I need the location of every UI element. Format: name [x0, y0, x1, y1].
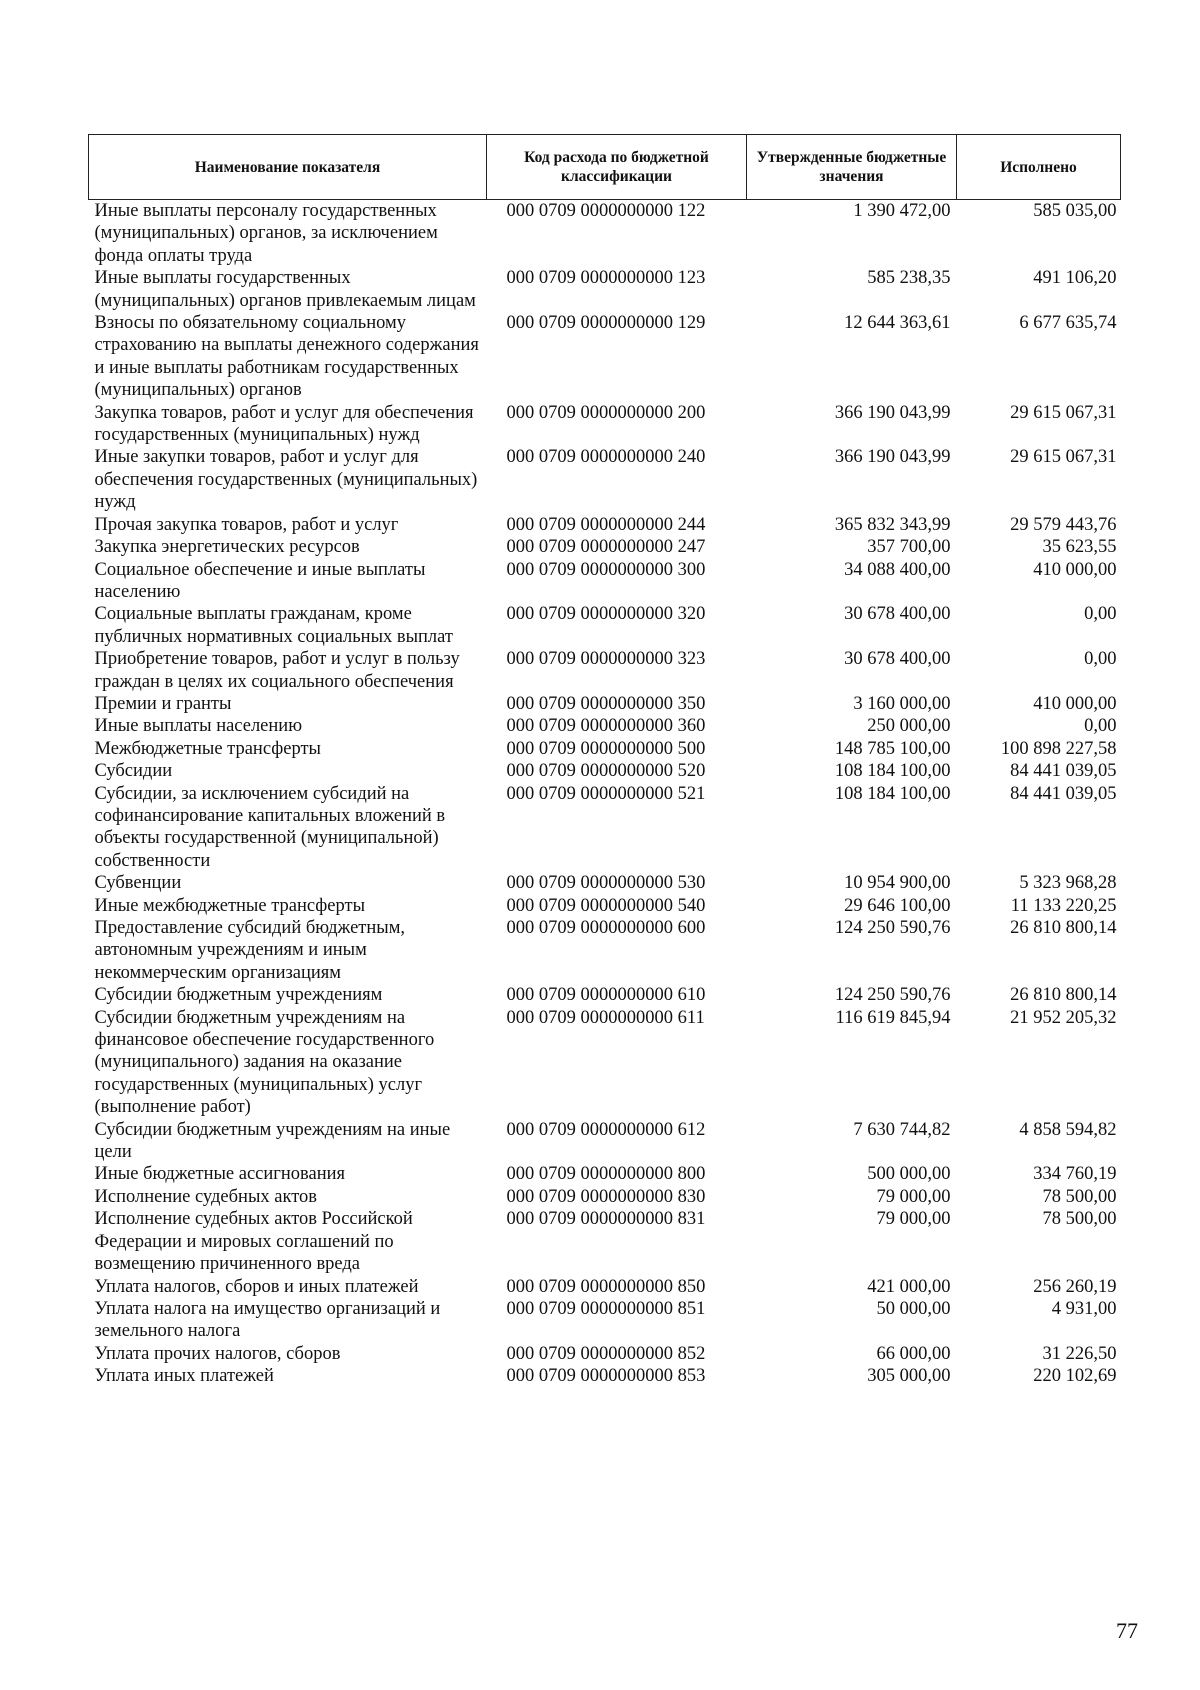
table-row: [89, 514, 1121, 536]
row-code-cell: 000 0709 0000000000 851: [506, 1298, 706, 1319]
row-name-cell: Исполнение судебных актов Российской Федерации и мировых соглашений по возмещению причиненного вреда: [94, 1209, 413, 1275]
row-executed-cell: 0,00: [1084, 716, 1117, 737]
row-code-cell: 000 0709 0000000000 600: [506, 918, 706, 938]
row-name-cell: Субсидии: [94, 761, 173, 782]
table-row: [89, 783, 1121, 873]
table-row: [89, 1119, 1121, 1164]
header-code: Код расхода по бюджетной классификации: [487, 135, 747, 200]
row-executed-cell: 6 677 635,74: [1019, 313, 1117, 334]
row-executed-cell: 78 500,00: [1042, 1186, 1117, 1207]
row-executed-cell: 100 898 227,58: [1000, 738, 1117, 759]
row-approved-cell: 3 160 000,00: [853, 693, 951, 714]
row-code-cell: 000 0709 0000000000 300: [506, 559, 706, 580]
table-row: [89, 200, 1121, 268]
table-row: [89, 1186, 1121, 1208]
row-code-cell: 000 0709 0000000000 240: [506, 447, 706, 468]
row-executed-cell: 78 500,00: [1042, 1209, 1117, 1230]
row-approved-cell: 148 785 100,00: [834, 738, 951, 759]
row-approved-cell: 50 000,00: [876, 1298, 951, 1319]
row-approved-cell: 116 619 845,94: [835, 1007, 951, 1028]
row-name-cell: Социальные выплаты гражданам, кроме публичных нормативных социальных выплат: [94, 604, 453, 647]
row-code-cell: 000 0709 0000000000 831: [506, 1209, 706, 1230]
table-row: [89, 402, 1121, 447]
row-approved-cell: 79 000,00: [876, 1209, 951, 1230]
row-name-cell: Иные выплаты населению: [94, 716, 303, 737]
row-executed-cell: 585 035,00: [1033, 201, 1117, 221]
row-code-cell: 000 0709 0000000000 830: [506, 1186, 706, 1207]
row-name-cell: Субсидии бюджетным учреждениям на иные цели: [94, 1119, 451, 1163]
row-code-cell: 000 0709 0000000000 521: [506, 783, 706, 804]
row-approved-cell: 585 238,35: [867, 268, 951, 289]
row-name-cell: Иные выплаты государственных (муниципальных) органов привлекаемым лицам: [94, 268, 476, 311]
row-name-cell: Субсидии бюджетным учреждениям на финансовое обеспечение государственного (муниципального) задания на оказание государственных (муниципальных) услуг (выполнение работ): [94, 1007, 435, 1118]
row-code-cell: 000 0709 0000000000 853: [506, 1366, 706, 1387]
row-code-cell: 000 0709 0000000000 320: [506, 604, 706, 625]
row-approved-cell: 30 678 400,00: [844, 649, 951, 670]
row-code-cell: 000 0709 0000000000 610: [506, 985, 706, 1006]
row-code-cell: 000 0709 0000000000 323: [506, 649, 706, 670]
row-name-cell: Межбюджетные трансферты: [94, 738, 321, 759]
row-name-cell: Прочая закупка товаров, работ и услуг: [94, 514, 399, 535]
table-row: [89, 1365, 1121, 1387]
table-row: [89, 446, 1121, 513]
table-row: [89, 1163, 1121, 1185]
row-code-cell: 000 0709 0000000000 350: [506, 693, 706, 714]
row-executed-cell: 84 441 039,05: [1010, 783, 1117, 804]
row-approved-cell: 12 644 363,61: [844, 313, 951, 334]
row-executed-cell: 4 931,00: [1051, 1298, 1117, 1319]
table-row: [89, 1007, 1121, 1119]
table-row: [89, 536, 1121, 558]
row-code-cell: 000 0709 0000000000 500: [506, 738, 706, 759]
row-executed-cell: 410 000,00: [1033, 559, 1117, 580]
row-approved-cell: 500 000,00: [867, 1164, 951, 1185]
row-executed-cell: 256 260,19: [1033, 1276, 1117, 1297]
row-name-cell: Уплата иных платежей: [94, 1366, 274, 1387]
row-name-cell: Закупка энергетических ресурсов: [94, 537, 360, 558]
row-approved-cell: 108 184 100,00: [834, 761, 951, 782]
row-code-cell: 000 0709 0000000000 612: [506, 1119, 706, 1140]
row-code-cell: 000 0709 0000000000 800: [506, 1164, 706, 1185]
row-code-cell: 000 0709 0000000000 129: [506, 313, 706, 334]
row-executed-cell: 491 106,20: [1033, 268, 1117, 289]
table-row: [89, 917, 1121, 984]
row-code-cell: 000 0709 0000000000 852: [506, 1343, 706, 1364]
row-executed-cell: 5 323 968,28: [1019, 873, 1117, 894]
table-row: [89, 559, 1121, 604]
table-row: [89, 738, 1121, 760]
row-executed-cell: 0,00: [1084, 604, 1117, 625]
row-code-cell: 000 0709 0000000000 123: [506, 268, 706, 289]
row-executed-cell: 0,00: [1084, 649, 1117, 670]
row-executed-cell: 29 615 067,31: [1010, 447, 1117, 468]
row-code-cell: 000 0709 0000000000 530: [506, 873, 706, 894]
row-approved-cell: 250 000,00: [867, 716, 951, 737]
page-number: 77: [1116, 1618, 1138, 1643]
row-approved-cell: 66 000,00: [876, 1343, 951, 1364]
row-approved-cell: 79 000,00: [876, 1186, 951, 1207]
row-name-cell: Закупка товаров, работ и услуг для обеспечения государственных (муниципальных) нужд: [94, 402, 474, 446]
table-row: [89, 603, 1121, 648]
row-approved-cell: 7 630 744,82: [853, 1119, 951, 1140]
table-body: [89, 200, 1121, 1388]
row-name-cell: Социальное обеспечение и иные выплаты населению: [94, 559, 426, 602]
row-executed-cell: 29 579 443,76: [1010, 514, 1117, 535]
table-row: [89, 693, 1121, 715]
table-row: [89, 984, 1121, 1006]
row-name-cell: Иные закупки товаров, работ и услуг для обеспечения государственных (муниципальных) нужд: [94, 447, 478, 513]
row-code-cell: 000 0709 0000000000 122: [506, 201, 706, 221]
row-name-cell: Исполнение судебных актов: [94, 1186, 318, 1207]
row-approved-cell: 365 832 343,99: [834, 514, 951, 535]
table-row: [89, 1276, 1121, 1298]
row-name-cell: Предоставление субсидий бюджетным, автономным учреждениям и иным некоммерческим организациям: [94, 918, 406, 983]
table-row: [89, 1343, 1121, 1365]
row-code-cell: 000 0709 0000000000 244: [506, 514, 706, 535]
budget-execution-table: [88, 134, 1121, 1388]
row-approved-cell: 29 646 100,00: [844, 895, 951, 916]
table-row: [89, 715, 1121, 737]
row-approved-cell: 10 954 900,00: [844, 873, 951, 894]
row-executed-cell: 26 810 800,14: [1010, 918, 1117, 938]
row-executed-cell: 29 615 067,31: [1010, 402, 1117, 423]
row-name-cell: Уплата налогов, сборов и иных платежей: [94, 1276, 419, 1297]
table-row: [89, 895, 1121, 917]
row-approved-cell: 124 250 590,76: [834, 918, 951, 938]
table-row: [89, 872, 1121, 894]
row-code-cell: 000 0709 0000000000 247: [506, 537, 706, 558]
row-code-cell: 000 0709 0000000000 520: [506, 761, 706, 782]
row-executed-cell: 31 226,50: [1042, 1343, 1117, 1364]
row-code-cell: 000 0709 0000000000 850: [506, 1276, 706, 1297]
row-approved-cell: 124 250 590,76: [834, 985, 951, 1006]
row-approved-cell: 366 190 043,99: [834, 447, 951, 468]
row-approved-cell: 1 390 472,00: [853, 201, 951, 221]
row-executed-cell: 4 858 594,82: [1019, 1119, 1117, 1140]
row-name-cell: Субвенции: [94, 873, 182, 894]
row-approved-cell: 34 088 400,00: [844, 559, 951, 580]
row-executed-cell: 26 810 800,14: [1010, 985, 1117, 1006]
row-approved-cell: 421 000,00: [867, 1276, 951, 1297]
row-name-cell: Уплата прочих налогов, сборов: [94, 1343, 341, 1364]
row-executed-cell: 35 623,55: [1042, 537, 1117, 558]
row-code-cell: 000 0709 0000000000 200: [506, 402, 706, 423]
row-code-cell: 000 0709 0000000000 360: [506, 716, 706, 737]
row-approved-cell: 366 190 043,99: [834, 402, 951, 423]
row-code-cell: 000 0709 0000000000 611: [506, 1007, 705, 1028]
header-name: Наименование показателя: [89, 135, 487, 200]
row-approved-cell: 357 700,00: [867, 537, 951, 558]
table-header-row: [89, 135, 1121, 200]
table-row: [89, 648, 1121, 693]
row-name-cell: Уплата налога на имущество организаций и земельного налога: [94, 1298, 441, 1342]
table-row: [89, 312, 1121, 402]
row-name-cell: Субсидии бюджетным учреждениям: [94, 985, 383, 1006]
row-approved-cell: 30 678 400,00: [844, 604, 951, 625]
header-approved: Утвержденные бюджетные значения: [747, 135, 957, 200]
row-name-cell: Субсидии, за исключением субсидий на софинансирование капитальных вложений в объекты государственной (муниципальной) собственности: [94, 783, 446, 871]
table-row: [89, 760, 1121, 782]
row-approved-cell: 108 184 100,00: [834, 783, 951, 804]
row-executed-cell: 84 441 039,05: [1010, 761, 1117, 782]
row-executed-cell: 334 760,19: [1033, 1164, 1117, 1185]
row-approved-cell: 305 000,00: [867, 1366, 951, 1387]
row-name-cell: Иные выплаты персоналу государственных (муниципальных) органов, за исключением фонда оплаты труда: [94, 201, 438, 266]
table-row: [89, 1298, 1121, 1343]
row-name-cell: Премии и гранты: [94, 693, 232, 714]
table-row: [89, 267, 1121, 312]
row-code-cell: 000 0709 0000000000 540: [506, 895, 706, 916]
row-name-cell: Иные межбюджетные трансферты: [94, 895, 366, 916]
row-name-cell: Взносы по обязательному социальному страхованию на выплаты денежного содержания и иные выплаты работникам государственных (муниципальных) органов: [94, 313, 479, 401]
header-executed: Исполнено: [957, 135, 1121, 200]
row-executed-cell: 220 102,69: [1033, 1366, 1117, 1387]
row-executed-cell: 410 000,00: [1033, 693, 1117, 714]
row-executed-cell: 11 133 220,25: [1010, 895, 1117, 916]
row-name-cell: Приобретение товаров, работ и услуг в пользу граждан в целях их социального обеспечения: [94, 649, 460, 692]
row-executed-cell: 21 952 205,32: [1010, 1007, 1117, 1028]
row-name-cell: Иные бюджетные ассигнования: [94, 1164, 346, 1185]
table-row: [89, 1208, 1121, 1275]
